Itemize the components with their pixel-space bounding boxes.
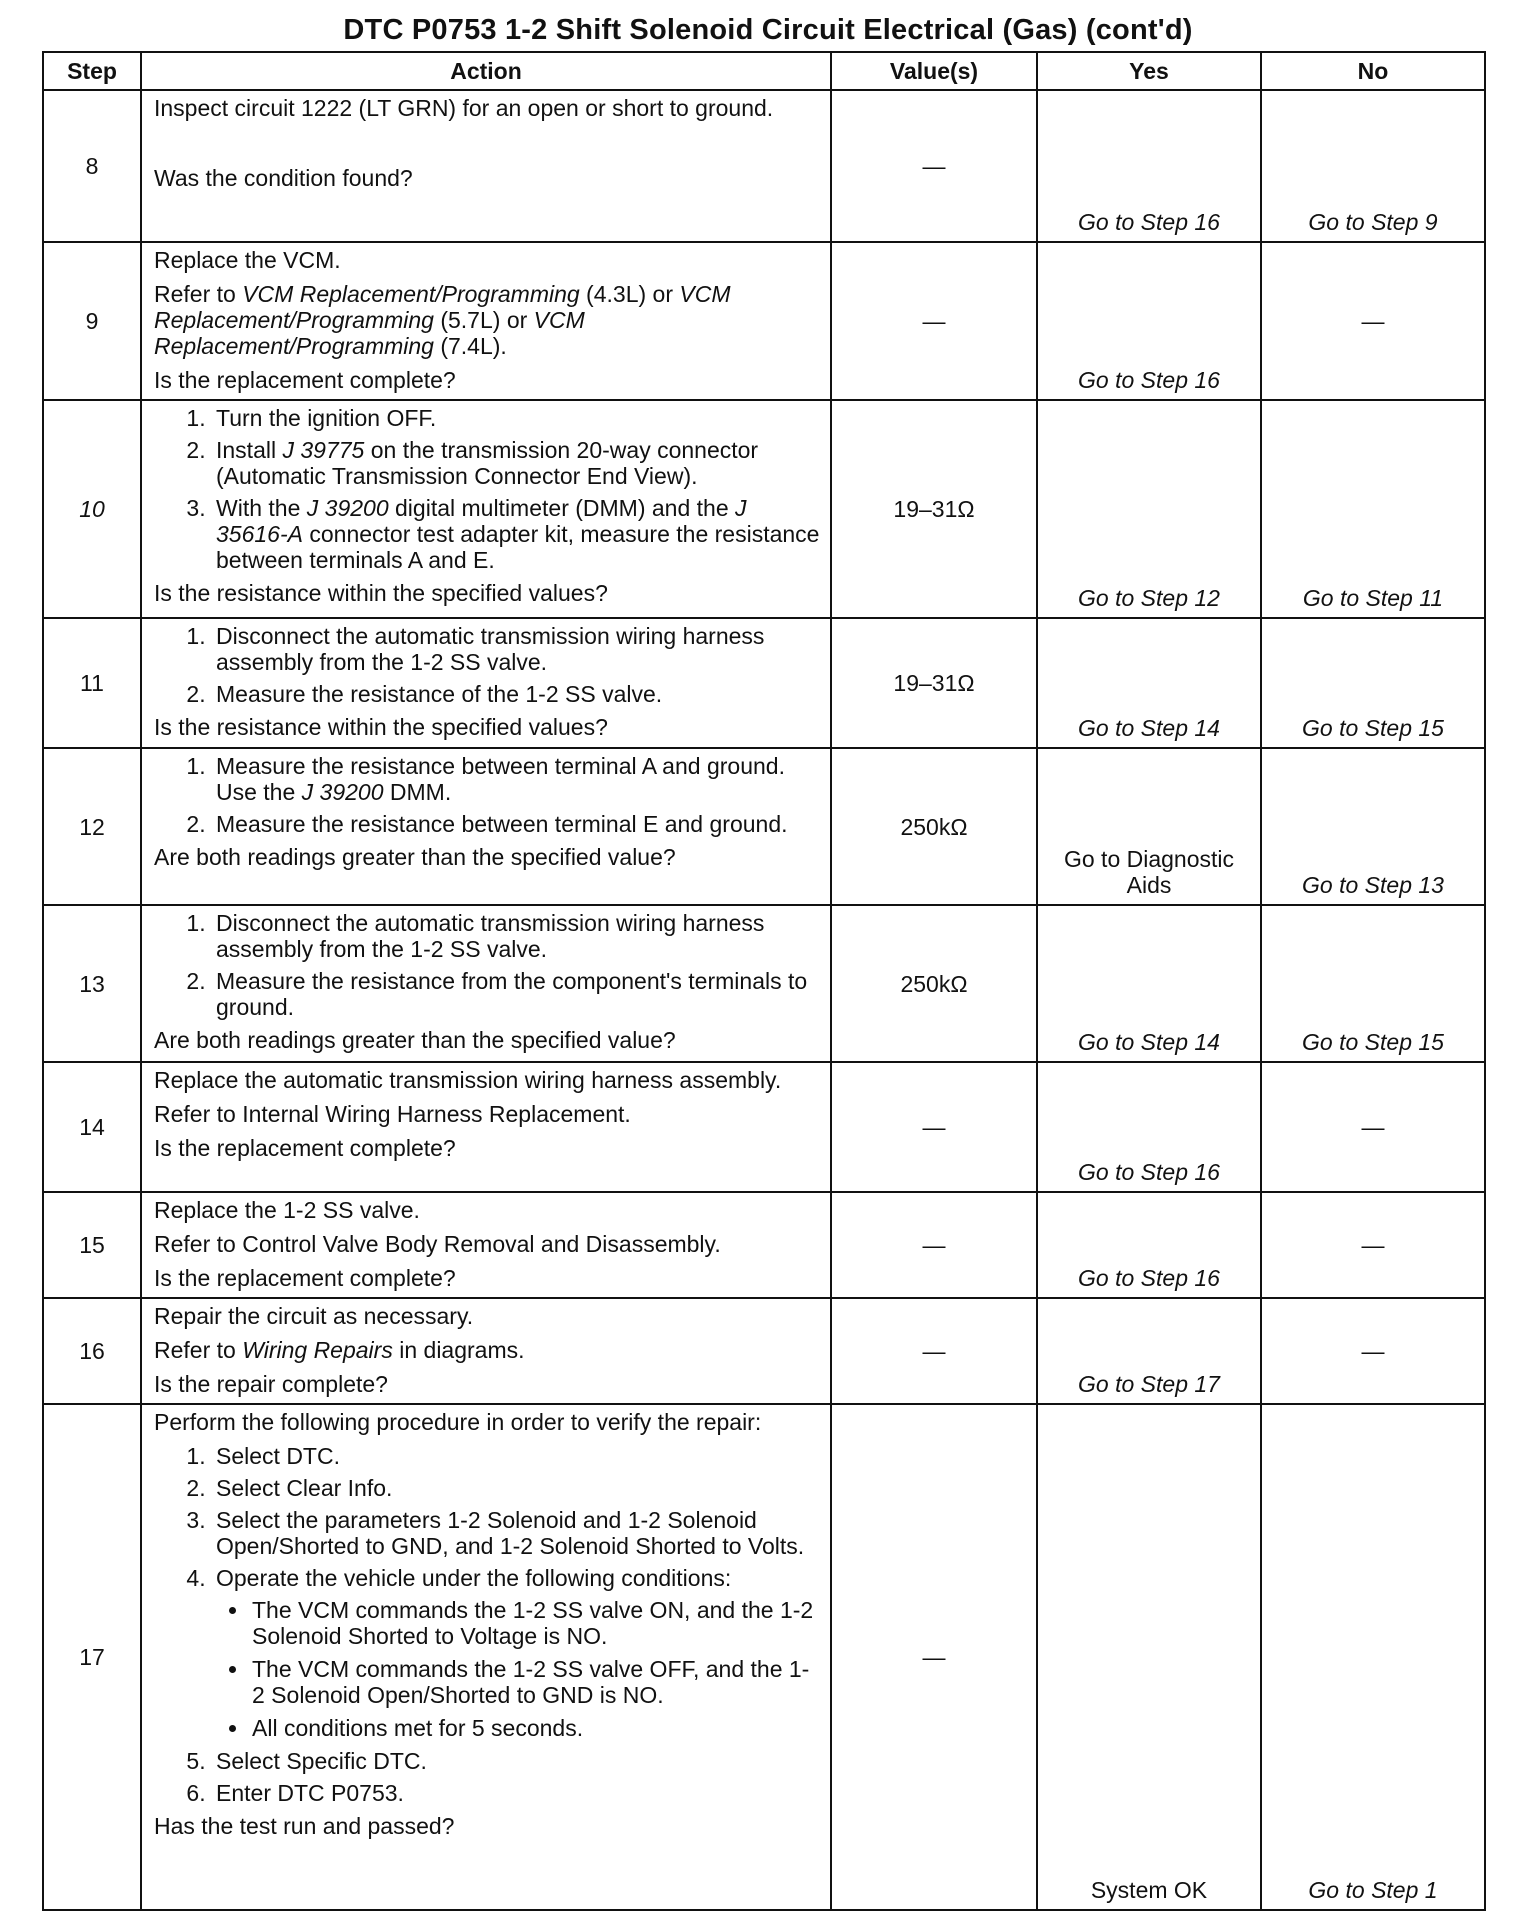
action-step: 2. Measure the resistance of the 1-2 SS valve. [212, 681, 822, 707]
action-text: Replace the automatic transmission wiring harness assembly. [154, 1067, 782, 1093]
step-number: 16 [43, 1298, 141, 1404]
yes-result: Go to Step 16 [1037, 242, 1261, 400]
no-result: Go to Step 13 [1261, 748, 1485, 905]
step-number: 13 [43, 905, 141, 1062]
no-result: — [1261, 1298, 1485, 1404]
action-cell [141, 905, 831, 1062]
action-question: Has the test run and passed? [154, 1813, 455, 1839]
action-reference: Refer to Wiring Repairs in diagrams. [154, 1337, 525, 1363]
action-step: 1. Disconnect the automatic transmission wiring harness assembly from the 1-2 SS valve. [212, 623, 822, 675]
action-question: Was the condition found? [154, 165, 413, 191]
no-result: — [1261, 242, 1485, 400]
header-values: Value(s) [831, 52, 1037, 90]
action-step: 2. Measure the resistance between terminal E and ground. [212, 811, 822, 837]
step-number: 9 [43, 242, 141, 400]
step-number: 11 [43, 618, 141, 748]
table-row [43, 1404, 1485, 1910]
no-result: Go to Step 1 [1261, 1404, 1485, 1910]
table-row [43, 1192, 1485, 1298]
header-step: Step [43, 52, 141, 90]
action-text: Replace the VCM. [154, 247, 341, 273]
action-cell [141, 1298, 831, 1404]
yes-result: Go to Step 12 [1037, 400, 1261, 618]
table-row [43, 748, 1485, 905]
no-result: Go to Step 9 [1261, 90, 1485, 242]
action-cell [141, 748, 831, 905]
action-step: 3. Select the parameters 1-2 Solenoid and 1-2 Solenoid Open/Shorted to GND, and 1-2 Solenoid Shorted to Volts. [212, 1507, 822, 1559]
step-number: 14 [43, 1062, 141, 1192]
value-cell: — [831, 1062, 1037, 1192]
action-question: Is the replacement complete? [154, 1265, 456, 1291]
value-cell: 250kΩ [831, 905, 1037, 1062]
table-row [43, 905, 1485, 1062]
action-question: Are both readings greater than the specified value? [154, 844, 676, 870]
no-result: Go to Step 11 [1261, 400, 1485, 618]
action-steps [154, 405, 822, 573]
value-cell: — [831, 90, 1037, 242]
table-header-row [43, 52, 1485, 90]
action-step: 1. Measure the resistance between terminal A and ground. Use the J 39200 DMM. [212, 753, 822, 805]
action-step: 2. Measure the resistance from the component's terminals to ground. [212, 968, 822, 1020]
page-title: DTC P0753 1-2 Shift Solenoid Circuit Electrical (Gas) (cont'd) [343, 14, 1193, 46]
action-step: 2. Install J 39775 on the transmission 20-way connector (Automatic Transmission Connector End View). [212, 437, 822, 489]
yes-result: System OK [1037, 1404, 1261, 1910]
action-cell [141, 90, 831, 242]
action-reference: Refer to Internal Wiring Harness Replacement. [154, 1101, 631, 1127]
condition-item: • All conditions met for 5 seconds. [250, 1715, 822, 1741]
header-action: Action [141, 52, 831, 90]
action-step: 5. Select Specific DTC. [212, 1748, 822, 1774]
action-question: Are both readings greater than the specified value? [154, 1027, 676, 1053]
table-row [43, 618, 1485, 748]
action-reference: Refer to VCM Replacement/Programming (4.3L) or VCM Replacement/Programming (5.7L) or VCM Replacement/Programming (7.4L). [154, 281, 731, 359]
action-step: 1. Select DTC. [212, 1443, 822, 1469]
action-step: 1. Turn the ignition OFF. [212, 405, 822, 431]
header-no: No [1261, 52, 1485, 90]
step-number: 17 [43, 1404, 141, 1910]
action-question: Is the repair complete? [154, 1371, 388, 1397]
condition-item: • The VCM commands the 1-2 SS valve ON, and the 1-2 Solenoid Shorted to Voltage is NO. [250, 1597, 822, 1649]
step-number: 10 [43, 400, 141, 618]
action-question: Is the resistance within the specified values? [154, 714, 608, 740]
no-result: — [1261, 1192, 1485, 1298]
table-row [43, 1298, 1485, 1404]
action-question: Is the replacement complete? [154, 1135, 456, 1161]
condition-item: • The VCM commands the 1-2 SS valve OFF, and the 1-2 Solenoid Open/Shorted to GND is NO. [250, 1656, 822, 1708]
action-steps [154, 623, 822, 707]
yes-result: Go to Step 14 [1037, 905, 1261, 1062]
action-step: 6. Enter DTC P0753. [212, 1780, 822, 1806]
table-row [43, 242, 1485, 400]
action-cell [141, 618, 831, 748]
action-cell [141, 1062, 831, 1192]
action-cell [141, 242, 831, 400]
no-result: Go to Step 15 [1261, 905, 1485, 1062]
step-number: 8 [43, 90, 141, 242]
table-row [43, 1062, 1485, 1192]
action-text: Replace the 1-2 SS valve. [154, 1197, 420, 1223]
step-number: 15 [43, 1192, 141, 1298]
no-result: Go to Step 15 [1261, 618, 1485, 748]
value-cell: — [831, 242, 1037, 400]
action-text: Perform the following procedure in order to verify the repair: [154, 1409, 762, 1435]
header-yes: Yes [1037, 52, 1261, 90]
diagnostic-table [42, 51, 1486, 1911]
table-row [43, 90, 1485, 242]
action-question: Is the resistance within the specified values? [154, 580, 608, 606]
action-cell [141, 1404, 831, 1910]
value-cell: 250kΩ [831, 748, 1037, 905]
action-steps [154, 910, 822, 1020]
value-cell: — [831, 1298, 1037, 1404]
value-cell: — [831, 1404, 1037, 1910]
step-number: 12 [43, 748, 141, 905]
yes-result: Go to Diagnostic Aids [1037, 748, 1261, 905]
action-cell [141, 1192, 831, 1298]
action-text: Repair the circuit as necessary. [154, 1303, 474, 1329]
action-step: 1. Disconnect the automatic transmission wiring harness assembly from the 1-2 SS valve. [212, 910, 822, 962]
yes-result: Go to Step 17 [1037, 1298, 1261, 1404]
no-result: — [1261, 1062, 1485, 1192]
action-cell [141, 400, 831, 618]
value-cell: 19–31Ω [831, 400, 1037, 618]
value-cell: 19–31Ω [831, 618, 1037, 748]
action-text: Inspect circuit 1222 (LT GRN) for an open or short to ground. [154, 95, 774, 121]
condition-list [216, 1597, 822, 1741]
yes-result: Go to Step 16 [1037, 90, 1261, 242]
action-step: 4. Operate the vehicle under the following conditions: • The VCM commands the 1-2 SS valve ON, and the 1-2 Solenoid Shorted to Voltage is NO. • The VCM commands the 1-2 SS valve OFF, and the 1-2 Solenoid Open/Shorted to GND is NO. • All conditions met for 5 seconds. [212, 1565, 822, 1741]
action-question: Is the replacement complete? [154, 367, 456, 393]
action-step: 3. With the J 39200 digital multimeter (DMM) and the J 35616-A connector test adapter kit, measure the resistance between terminals A and E. [212, 495, 822, 573]
action-steps [154, 753, 822, 837]
yes-result: Go to Step 16 [1037, 1062, 1261, 1192]
table-row [43, 400, 1485, 618]
yes-result: Go to Step 14 [1037, 618, 1261, 748]
value-cell: — [831, 1192, 1037, 1298]
yes-result: Go to Step 16 [1037, 1192, 1261, 1298]
action-reference: Refer to Control Valve Body Removal and Disassembly. [154, 1231, 721, 1257]
action-steps [154, 1443, 822, 1806]
action-step: 2. Select Clear Info. [212, 1475, 822, 1501]
